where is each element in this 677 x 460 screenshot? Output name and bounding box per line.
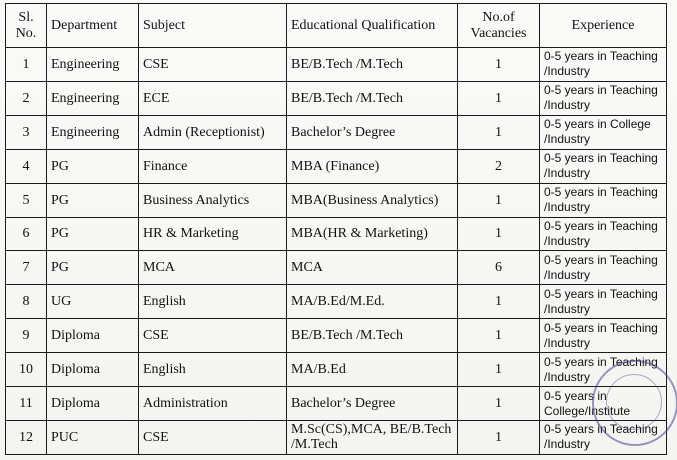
cell-vacancies: 1 — [458, 353, 540, 387]
table-row — [6, 81, 667, 115]
cell-subject: CSE — [139, 319, 287, 353]
cell-experience: 0-5 years in Teaching /Industry — [540, 353, 667, 387]
cell-vacancies: 1 — [458, 48, 540, 82]
cell-experience: 0-5 years in Teaching /Industry — [540, 183, 667, 217]
table-row — [6, 115, 667, 149]
table-row — [6, 285, 667, 319]
cell-department: UG — [47, 285, 139, 319]
cell-sl-no: 9 — [6, 319, 47, 353]
cell-qualification: MBA (Finance) — [287, 149, 458, 183]
cell-vacancies: 1 — [458, 319, 540, 353]
cell-qualification: MCA — [287, 251, 458, 285]
cell-subject: Admin (Receptionist) — [139, 115, 287, 149]
header-experience: Experience — [540, 4, 667, 48]
cell-department: Engineering — [47, 48, 139, 82]
cell-vacancies: 1 — [458, 420, 540, 454]
cell-department: PUC — [47, 420, 139, 454]
cell-sl-no: 2 — [6, 81, 47, 115]
cell-experience: 0-5 years in Teaching /Industry — [540, 319, 667, 353]
cell-subject: Finance — [139, 149, 287, 183]
table-row — [6, 183, 667, 217]
cell-sl-no: 6 — [6, 217, 47, 251]
cell-subject: ECE — [139, 81, 287, 115]
header-department: Department — [47, 4, 139, 48]
cell-qualification: MBA(HR & Marketing) — [287, 217, 458, 251]
cell-department: PG — [47, 183, 139, 217]
header-subject: Subject — [139, 4, 287, 48]
cell-subject: English — [139, 353, 287, 387]
cell-subject: HR & Marketing — [139, 217, 287, 251]
cell-sl-no: 4 — [6, 149, 47, 183]
cell-experience: 0-5 years in Teaching /Industry — [540, 420, 667, 454]
header-qualification: Educational Qualification — [287, 4, 458, 48]
cell-vacancies: 2 — [458, 149, 540, 183]
table-row — [6, 319, 667, 353]
cell-qualification: M.Sc(CS),MCA, BE/B.Tech /M.Tech — [287, 420, 458, 454]
table-row — [6, 353, 667, 387]
cell-vacancies: 1 — [458, 183, 540, 217]
cell-vacancies: 1 — [458, 387, 540, 421]
cell-qualification: Bachelor’s Degree — [287, 387, 458, 421]
cell-vacancies: 1 — [458, 115, 540, 149]
vacancy-table — [5, 3, 667, 455]
table-row — [6, 420, 667, 454]
cell-experience: 0-5 years in Teaching /Industry — [540, 149, 667, 183]
cell-qualification: MA/B.Ed/M.Ed. — [287, 285, 458, 319]
table-row — [6, 149, 667, 183]
table-row — [6, 251, 667, 285]
table-row — [6, 387, 667, 421]
cell-qualification: BE/B.Tech /M.Tech — [287, 81, 458, 115]
cell-experience: 0-5 years in Teaching /Industry — [540, 285, 667, 319]
cell-experience: 0-5 years in College/Institute — [540, 387, 667, 421]
cell-sl-no: 8 — [6, 285, 47, 319]
cell-vacancies: 6 — [458, 251, 540, 285]
cell-qualification: MBA(Business Analytics) — [287, 183, 458, 217]
cell-department: PG — [47, 217, 139, 251]
cell-qualification: MA/B.Ed — [287, 353, 458, 387]
cell-experience: 0-5 years in Teaching /Industry — [540, 81, 667, 115]
cell-department: PG — [47, 251, 139, 285]
cell-experience: 0-5 years in College /Industry — [540, 115, 667, 149]
cell-subject: English — [139, 285, 287, 319]
cell-sl-no: 5 — [6, 183, 47, 217]
table-row — [6, 48, 667, 82]
cell-qualification: Bachelor’s Degree — [287, 115, 458, 149]
cell-sl-no: 7 — [6, 251, 47, 285]
cell-department: PG — [47, 149, 139, 183]
table-row — [6, 217, 667, 251]
cell-sl-no: 10 — [6, 353, 47, 387]
header-sl-no: Sl. No. — [6, 4, 47, 48]
cell-department: Diploma — [47, 319, 139, 353]
cell-sl-no: 3 — [6, 115, 47, 149]
cell-department: Engineering — [47, 115, 139, 149]
header-vacancies: No.of Vacancies — [458, 4, 540, 48]
cell-department: Diploma — [47, 387, 139, 421]
cell-qualification: BE/B.Tech /M.Tech — [287, 319, 458, 353]
cell-sl-no: 12 — [6, 420, 47, 454]
cell-experience: 0-5 years in Teaching /Industry — [540, 217, 667, 251]
cell-experience: 0-5 years in Teaching /Industry — [540, 48, 667, 82]
cell-department: Diploma — [47, 353, 139, 387]
cell-subject: CSE — [139, 420, 287, 454]
cell-vacancies: 1 — [458, 81, 540, 115]
cell-qualification: BE/B.Tech /M.Tech — [287, 48, 458, 82]
cell-experience: 0-5 years in Teaching /Industry — [540, 251, 667, 285]
cell-subject: MCA — [139, 251, 287, 285]
cell-vacancies: 1 — [458, 217, 540, 251]
cell-sl-no: 1 — [6, 48, 47, 82]
cell-department: Engineering — [47, 81, 139, 115]
cell-subject: Administration — [139, 387, 287, 421]
cell-subject: Business Analytics — [139, 183, 287, 217]
cell-subject: CSE — [139, 48, 287, 82]
cell-sl-no: 11 — [6, 387, 47, 421]
cell-vacancies: 1 — [458, 285, 540, 319]
table-header-row — [6, 4, 667, 48]
